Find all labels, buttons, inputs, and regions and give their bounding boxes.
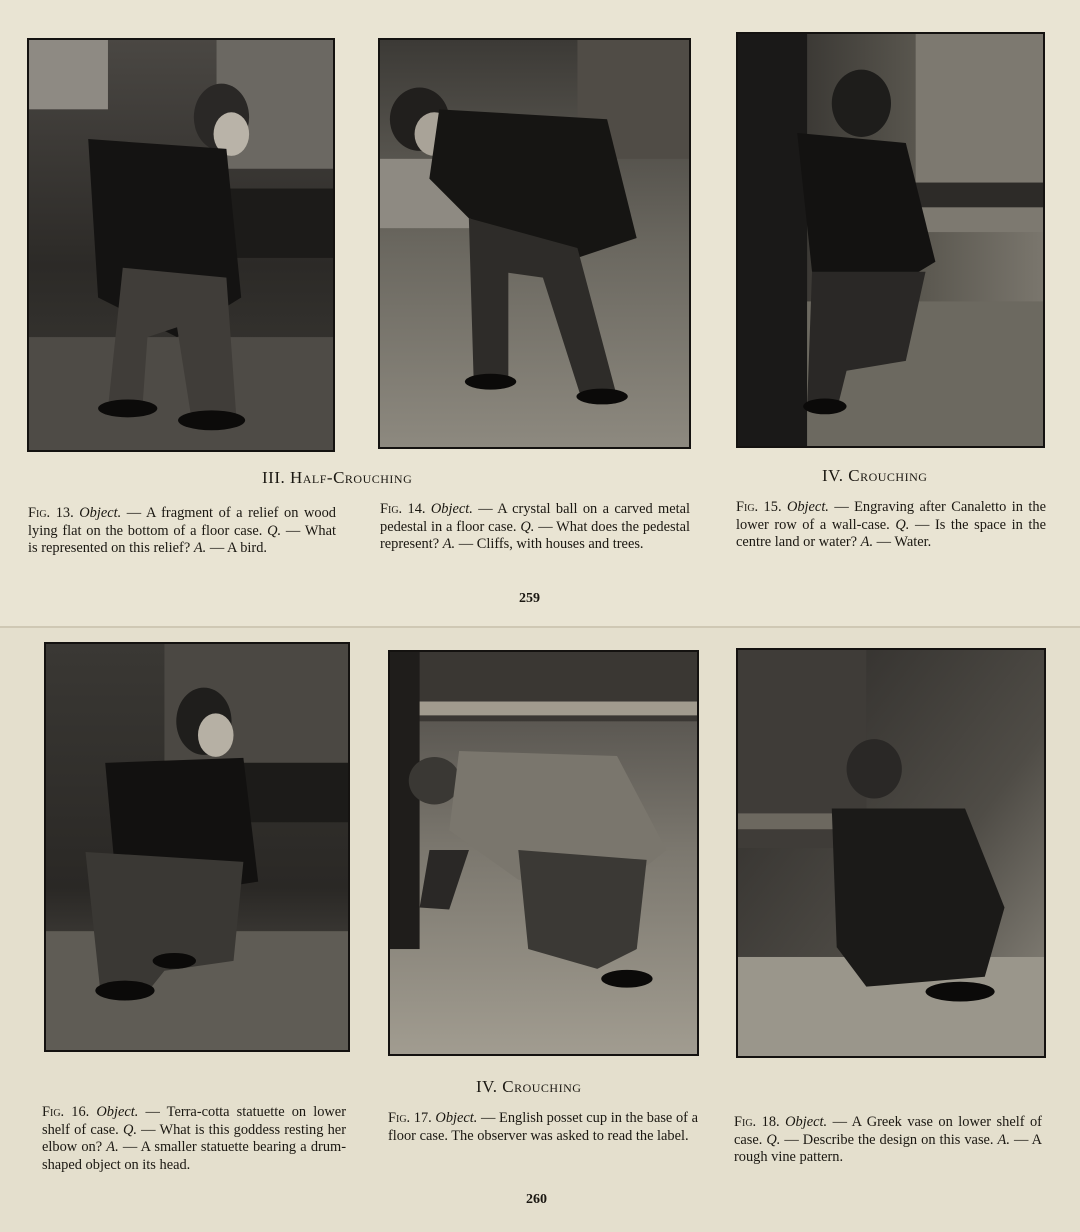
caption-fig-13 bbox=[28, 505, 336, 558]
a-text: — Water. bbox=[876, 534, 932, 550]
caption-fig-18 bbox=[734, 1114, 1042, 1167]
photo-fig-14 bbox=[378, 38, 691, 449]
q-label: Q. bbox=[122, 1121, 137, 1138]
object-label: Object. bbox=[785, 1114, 828, 1130]
fig-label: Fig. 18. bbox=[734, 1114, 780, 1130]
caption-fig-15 bbox=[736, 499, 1046, 552]
caption-fig-16 bbox=[42, 1104, 346, 1174]
a-text: — A smaller statuette bearing a drum-shaped object on its head. bbox=[42, 1139, 347, 1173]
object-text: — A crystal ball on a carved metal pedestal in a floor case. bbox=[380, 501, 690, 535]
q-label: Q. bbox=[520, 518, 535, 535]
q-text: — Is the space in the centre land or water? bbox=[736, 516, 1046, 550]
photo-fig-13 bbox=[27, 38, 335, 452]
object-label: Object. bbox=[435, 1110, 478, 1126]
q-label: Q. bbox=[267, 522, 282, 539]
q-label: Q. bbox=[766, 1131, 781, 1148]
a-label: A. bbox=[442, 536, 456, 552]
object-text: — English posset cup in the base of a floor case. The observer was asked to read the label. bbox=[388, 1110, 698, 1144]
q-text: — What is represented on this relief? bbox=[28, 522, 336, 556]
object-label: Object. bbox=[79, 505, 122, 521]
a-label: A. bbox=[997, 1131, 1010, 1148]
photo-fig-15 bbox=[736, 32, 1045, 448]
photo-fig-18 bbox=[736, 648, 1046, 1058]
a-text: — A rough vine pattern. bbox=[734, 1131, 1042, 1165]
fig-label: Fig. 16. bbox=[42, 1104, 90, 1120]
object-label: Object. bbox=[786, 499, 829, 515]
fig-label: Fig. 14. bbox=[380, 501, 426, 517]
a-text: — A bird. bbox=[209, 540, 268, 556]
page-number-259: 259 bbox=[519, 591, 540, 606]
object-text: — Terra-cotta statuette on lower shelf of case. bbox=[42, 1104, 346, 1138]
q-text: — Describe the design on this vase. bbox=[784, 1131, 994, 1148]
q-label: Q. bbox=[895, 516, 910, 533]
heading-crouching-top: IV. Crouching bbox=[822, 466, 928, 485]
q-text: — What does the pedestal represent? bbox=[380, 518, 690, 552]
fig-label: Fig. 15. bbox=[736, 499, 782, 515]
object-label: Object. bbox=[96, 1104, 139, 1120]
a-text: — Cliffs, with houses and trees. bbox=[458, 536, 644, 552]
object-text: — A fragment of a relief on wood lying flat on the bottom of a floor case. bbox=[28, 505, 336, 539]
a-label: A. bbox=[193, 540, 207, 556]
photo-fig-17 bbox=[388, 650, 699, 1056]
a-label: A. bbox=[860, 534, 874, 550]
fig-label: Fig. 13. bbox=[28, 505, 74, 521]
fig-label: Fig. 17. bbox=[388, 1110, 432, 1126]
photo-fig-16 bbox=[44, 642, 350, 1052]
page-number-260: 260 bbox=[526, 1192, 547, 1207]
caption-fig-14 bbox=[380, 501, 690, 554]
heading-crouching-bottom: IV. Crouching bbox=[476, 1077, 582, 1096]
heading-half-crouching: III. Half-Crouching bbox=[262, 468, 413, 487]
caption-fig-17 bbox=[388, 1110, 698, 1145]
q-text: — What is this goddess resting her elbow on? bbox=[42, 1121, 346, 1155]
object-text: — Engraving after Canaletto in the lower row of a wall-case. bbox=[736, 499, 1046, 533]
page-260 bbox=[0, 628, 1080, 1232]
a-label: A. bbox=[106, 1139, 119, 1155]
object-text: — A Greek vase on lower shelf of case. bbox=[734, 1114, 1042, 1148]
object-label: Object. bbox=[430, 501, 473, 517]
